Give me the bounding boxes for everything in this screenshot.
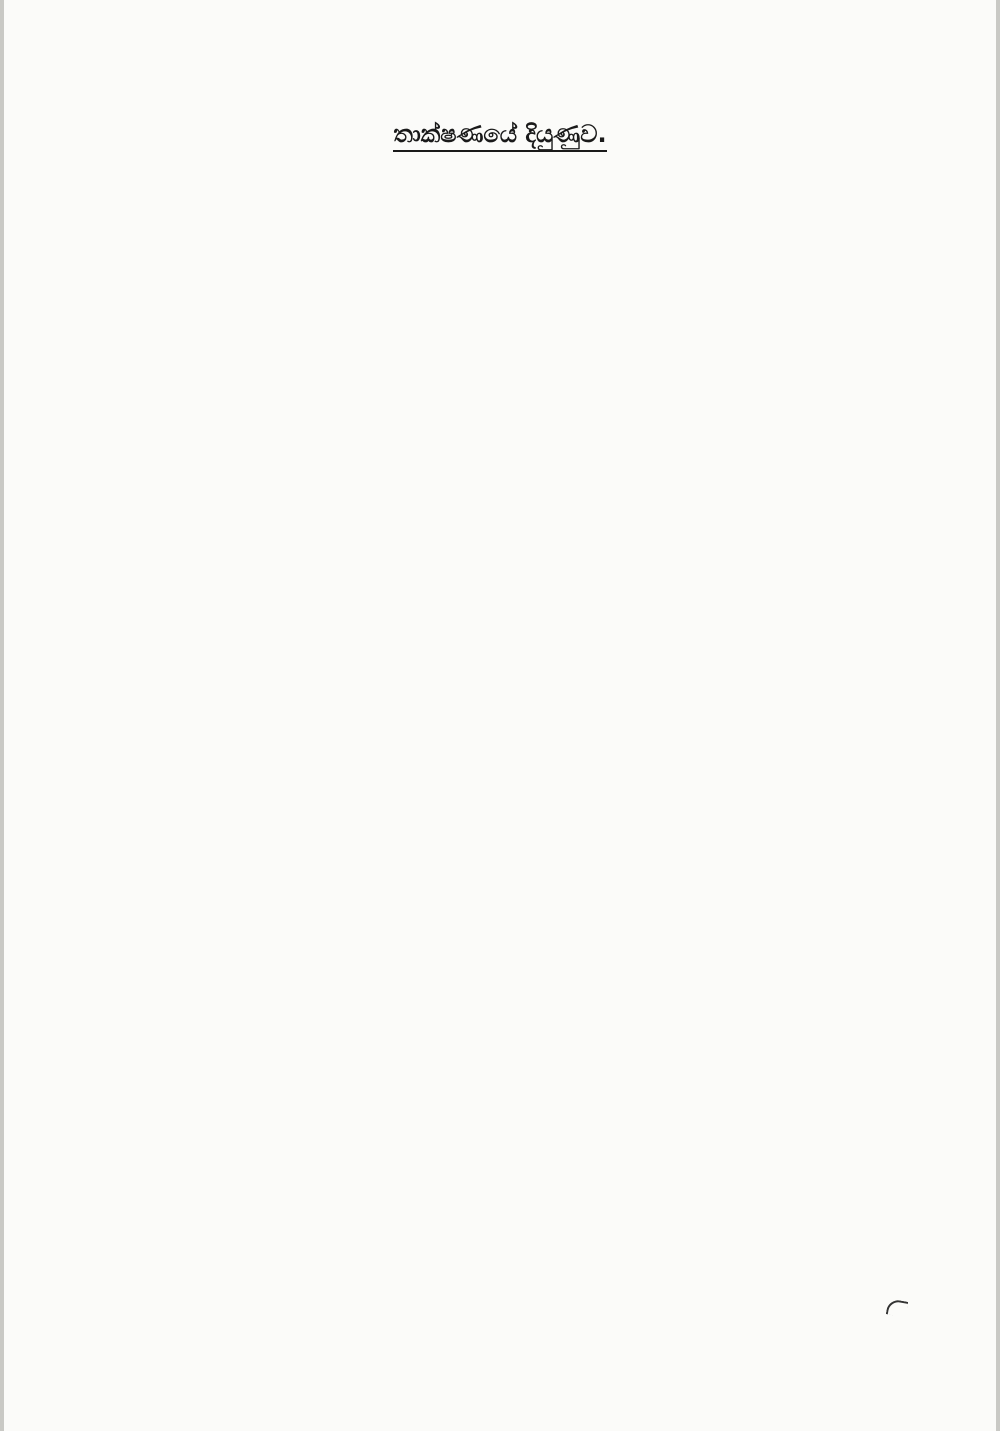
paragraph-2 bbox=[118, 290, 892, 310]
scan-edge-left bbox=[0, 0, 4, 1431]
paragraph-4 bbox=[118, 548, 892, 568]
paragraph-9 bbox=[118, 1137, 892, 1157]
scan-edge-right bbox=[996, 0, 1000, 1431]
paragraph-1 bbox=[118, 148, 892, 168]
paragraph-8 bbox=[118, 1052, 892, 1072]
page-title bbox=[0, 120, 1000, 148]
paragraph-5 bbox=[118, 687, 892, 707]
paragraph-7 bbox=[118, 910, 892, 930]
handwritten-mark bbox=[886, 1298, 908, 1317]
paragraph-3 bbox=[118, 432, 892, 452]
paragraph-6 bbox=[118, 798, 892, 818]
page-title-text: තාක්ෂණයේ දියුණුව. bbox=[393, 120, 606, 152]
